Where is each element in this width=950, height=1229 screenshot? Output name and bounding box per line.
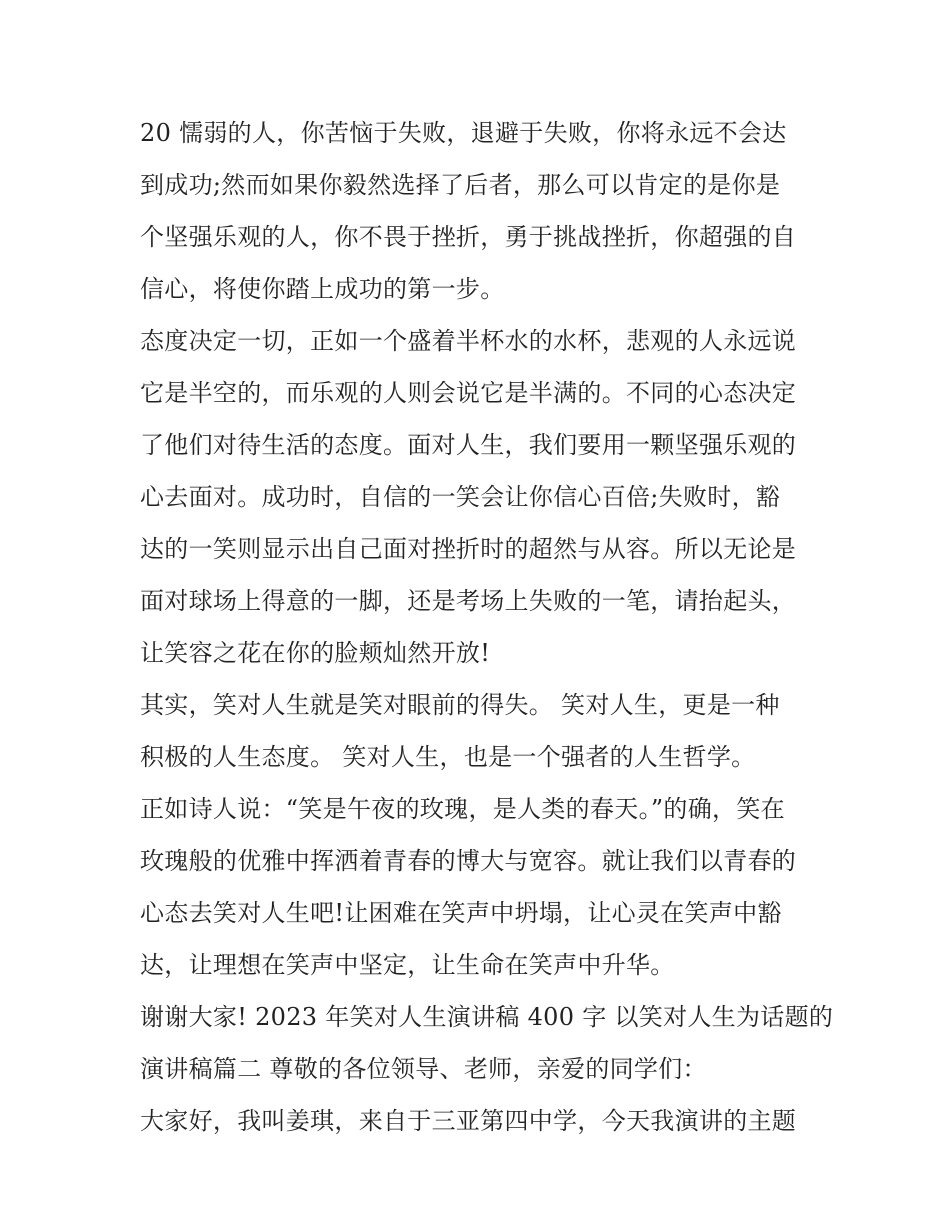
- text-line: 正如诗人说：“笑是午夜的玫瑰，是人类的春天。”的确，笑在: [140, 795, 785, 823]
- text-line: 它是半空的，而乐观的人则会说它是半满的。不同的心态决定: [140, 379, 797, 407]
- text-line: 个坚强乐观的人，你不畏于挫折，勇于挑战挫折，你超强的自: [140, 223, 797, 251]
- text-line: 玫瑰般的优雅中挥洒着青春的博大与宽容。就让我们以青春的: [140, 847, 797, 875]
- text-line: 到成功;然而如果你毅然选择了后者，那么可以肯定的是你是: [140, 171, 781, 199]
- text-line: 演讲稿篇二 尊敬的各位领导、老师，亲爱的同学们：: [140, 1055, 707, 1083]
- text-line: 信心，将使你踏上成功的第一步。: [140, 275, 505, 303]
- text-line: 面对球场上得意的一脚，还是考场上失败的一笔，请抬起头，: [140, 587, 797, 615]
- document-body: [140, 107, 834, 1147]
- text-line: 心去面对。成功时，自信的一笑会让你信心百倍;失败时，豁: [140, 483, 781, 511]
- text-line: 达，让理想在笑声中坚定，让生命在笑声中升华。: [140, 951, 675, 979]
- text-line: 积极的人生态度。 笑对人生，也是一个强者的人生哲学。: [140, 743, 756, 771]
- text-line: 大家好，我叫姜琪，来自于三亚第四中学，今天我演讲的主题: [140, 1107, 797, 1135]
- text-line: 态度决定一切，正如一个盛着半杯水的水杯，悲观的人永远说: [140, 327, 797, 355]
- text-line: 心态去笑对人生吧!让困难在笑声中坍塌，让心灵在笑声中豁: [140, 899, 782, 927]
- text-line: 谢谢大家! 2023 年笑对人生演讲稿 400 字 以笑对人生为话题的: [140, 1003, 834, 1031]
- text-line: 达的一笑则显示出自己面对挫折时的超然与从容。所以无论是: [140, 535, 797, 563]
- text-line: 20 懦弱的人，你苦恼于失败，退避于失败，你将永远不会达: [140, 119, 787, 147]
- text-line: 了他们对待生活的态度。面对人生，我们要用一颗坚强乐观的: [140, 431, 797, 459]
- text-line: 其实，笑对人生就是笑对眼前的得失。 笑对人生，更是一种: [140, 691, 780, 719]
- text-line: 让笑容之花在你的脸颊灿然开放!: [140, 639, 491, 667]
